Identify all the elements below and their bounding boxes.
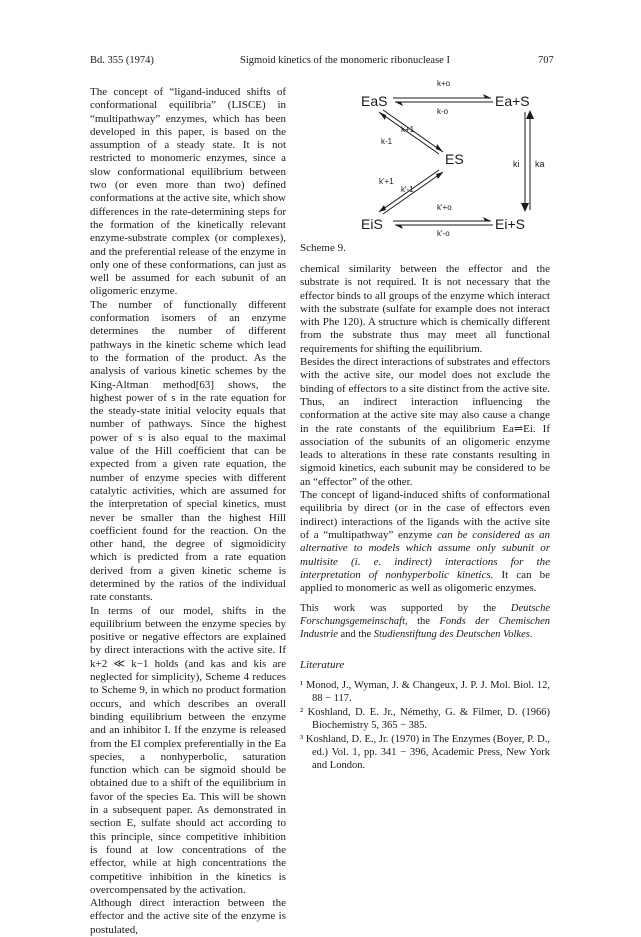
label-k-minus-1: k-1 (381, 137, 393, 146)
paragraph-concept (300, 489, 550, 595)
ack-dfg: Deutsche Forschungsgemeinschaft (300, 603, 550, 628)
label-k-plus-1: k+1 (401, 125, 415, 134)
label-ka: ka (535, 159, 545, 169)
running-header-title: Sigmoid kinetics of the monomeric ribonuclease I (240, 55, 450, 66)
right-column (300, 263, 550, 773)
running-header-volume: Bd. 355 (1974) (90, 55, 154, 66)
label-k-prime-plus-o: k'+o (437, 203, 452, 212)
paragraph-lisce: The concept of “ligand-induced shifts of conformational equilibria” (LISCE) in “multipathway” enzymes, which has been developed in this paper, is based on the assumption of a steady state. It is not restricted to monomeric enzymes, since a slow conformational equilibrium between two (or even more than two) defined conformations at the active site, which show differences in the rate-determining steps for the formation of the kinetically relevant enzyme-substrate complex (or complexes), and the preferential release of the enzyme in only one of these conformations, can just as well be assumed for each subunit of an oligomeric enzyme. (90, 86, 286, 298)
paragraph-besides: Besides the direct interactions of substrates and effectors with the active site, our model does not exclude the binding of effectors to a site distinct from the active site. Thus, an indirect interaction influencing the conformation at the active site may also cause a change in the rate constants of the equilibrium Ea⇌Ei. If association of the subunits of an oligomeric enzyme leads to alterations in these rate constants resulting in sigmoid kinetics, each subunit may be considered to be an “effector” of the other. (300, 356, 550, 488)
ack-mid: , the (405, 616, 440, 628)
label-ki: ki (513, 159, 520, 169)
concept-end: It can be applied to monomeric as well as oligomeric enzymes. (300, 568, 550, 595)
label-Ea-plus-S: Ea+S (495, 93, 530, 109)
ack-fonds: Fonds der Chemischen Industrie (300, 616, 550, 641)
paragraph-chemical-similarity: chemical similarity between the effector and the substrate is not required. It is not necessary that the effector binds to all groups of the enzyme which interact with the substrate (sulfate for example does not interact with Phe 120). A structure which is chemically different from the substrate thus may meet all functional requirements for shifting the equilibrium. (300, 263, 550, 355)
paragraph-model: In terms of our model, shifts in the equilibrium between the enzyme species by positive or negative effectors are explained by direct interactions with the active site. If k+2 ≪ k−1 holds (and kas and kis are neglected for simplicity), Scheme 4 reduces to Scheme 9, in which no product formation occurs, and which describes an overall binding equilibrium between the enzyme and an inhibitor I. If the enzyme is released from the EI complex preferentially in the Ea species, a nonhyperbolic, saturation function which can be sigmoid should be obtained due to a shift of the equilibrium in favor of the species Ea. This will be shown in a subsequent paper. As demonstrated in section E, sulfate should act according to this principle, since competitive inhibition is found at low concentrations of the effector, while at high concentrations the competitive inhibition in the kinetics is overcompensated by the activation. (90, 604, 286, 896)
label-k-prime-minus-1: k'-1 (401, 185, 414, 194)
ack-prefix: This work was supported by the (300, 603, 511, 615)
label-k-prime-minus-o: k'-o (437, 229, 450, 238)
ack-end: . (529, 629, 533, 641)
ack-and: and the (337, 629, 374, 641)
reference-1: ¹ Monod, J., Wyman, J. & Changeux, J. P. J. Mol. Biol. 12, 88 − 117. (300, 679, 550, 704)
ack-studienstiftung: Studienstiftung des Deutschen Volkes (373, 629, 530, 641)
label-EaS: EaS (361, 93, 388, 109)
label-EiS: EiS (361, 216, 383, 232)
concept-italic: can be considered as an alternative to models which assume only subunit or multisite (i. e. indirect) interactions for the interpretation of nonhyperbolic kinetics. (300, 528, 551, 581)
scheme-caption: Scheme 9. (300, 242, 346, 254)
reference-2: ² Koshland, D. E. Jr., Némethy, G. & Filmer, D. (1966) Biochemistry 5, 365 − 385. (300, 706, 550, 731)
literature-heading: Literature (300, 659, 345, 672)
reference-3: ³ Koshland, D. E., Jr. (1970) in The Enzymes (Boyer, P. D., ed.) Vol. 1, pp. 341 − 396, Academic Press, New York and London. (300, 733, 550, 771)
paragraph-pathways: The number of functionally different conformation isomers of an enzyme determines the number of different pathways in the kinetic scheme which lead to the formation of the product. As the analysis of various kinetic schemes by the King-Altman method[63] shows, the highest power of s in the rate equation for the steady-state initial velocity equals that number of pathways. Since the highest power of s is also equal to the maximal value of the Hill coefficient that can be expected from a given rate equation, the number of enzyme species with different catalytic activities, which are assumed for the interpretation of special kinetics, must never be smaller than the highest Hill coefficient found for the reaction. On the other hand, the degree of sigmoidicity which is predicted from a rate equation derived from a given kinetic scheme is determined by the ratios of the individual rate constants. (90, 298, 286, 604)
scheme-9-diagram (355, 74, 555, 239)
arrow-upper-diagonal-a (379, 112, 439, 154)
page-number: 707 (538, 55, 554, 66)
label-ES: ES (445, 151, 464, 167)
concept-text: The concept of ligand-induced shifts of conformational equilibria by direct (or in the case of effectors even indirect) interactions of the ligands with the active site of a “multipathway” enzyme (300, 489, 550, 541)
label-k-minus-o: k-o (437, 107, 449, 116)
acknowledgement (300, 602, 550, 641)
paragraph-direct-interaction: Although direct interaction between the effector and the active site of the enzyme is postulated, (90, 897, 286, 936)
label-Ei-plus-S: Ei+S (495, 216, 525, 232)
left-column (90, 86, 286, 937)
label-k-plus-o: k+o (437, 79, 451, 88)
label-k-prime-plus-1: k'+1 (379, 177, 394, 186)
